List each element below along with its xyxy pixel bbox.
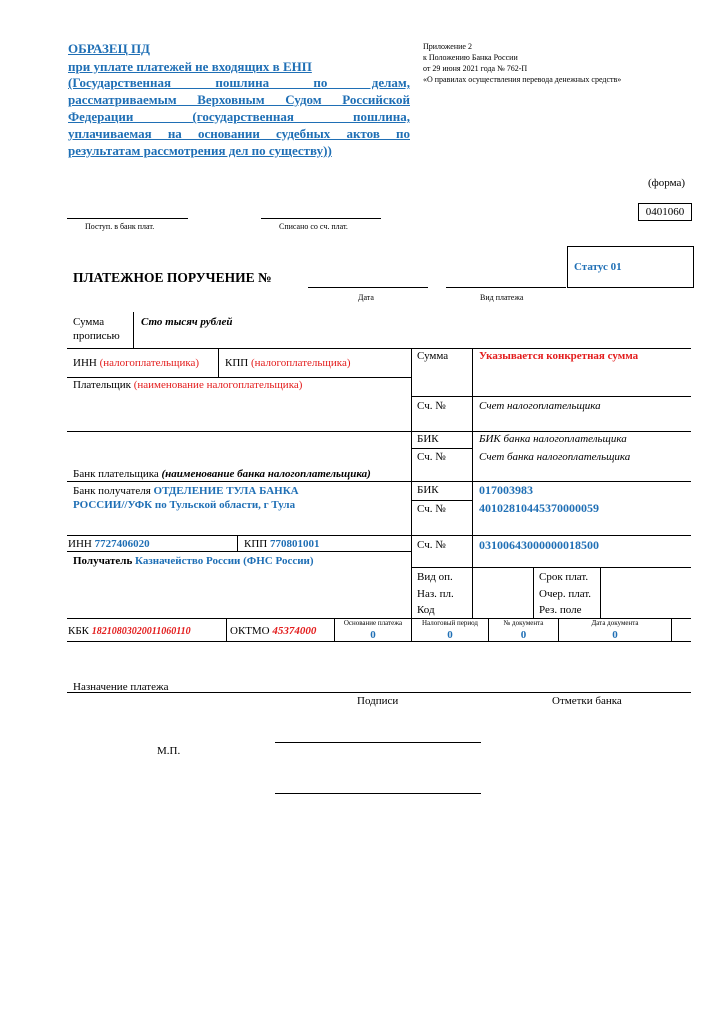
recipient-bank-name-1 [73,485,299,497]
recipient-kpp [244,538,319,550]
payer-bank-account-value: Счет банка налогоплательщика [479,451,631,463]
form-label: (форма) [648,177,686,189]
amount-row-line [411,396,691,397]
kbk-divider [226,618,227,641]
recipient-bank-name-line-2: РОССИИ//УФК по Тульской области, г Тула [73,499,296,511]
period-label: Налоговый период [422,619,478,627]
recipient-name [73,555,314,567]
payer-name [73,379,302,391]
appendix-line-3: от 29 июня 2021 года № 762-П [423,64,528,73]
basis-label: Основание платежа [343,619,403,627]
recipient-kpp-label: КПП [244,538,268,550]
recipient-bank-name-line-1: ОТДЕЛЕНИЕ ТУЛА БАНКА [153,485,299,497]
payer-bank [73,468,371,480]
payer-bank-bik-label: БИК [417,433,439,445]
appendix-line-2: к Положению Банка России [423,53,518,62]
payer-inn-value: (налогоплательщика) [99,357,200,369]
signature-line-2 [275,793,481,794]
docdate-value: 0 [612,629,618,641]
payer-kpp [225,357,351,369]
oktmo-label: ОКТМО [230,625,270,637]
recipient-inn [68,538,150,550]
payer-inn-kpp-divider [218,348,219,377]
recipient-bank-bik-label: БИК [417,484,439,496]
appendix-line-1: Приложение 2 [423,42,472,51]
recipient-inn-label: ИНН [68,538,92,550]
status-value: Статус 01 [574,261,622,273]
sample-line-3: рассматриваемым Верховным Судом Российской [68,92,410,107]
recipient-account-row-line [411,567,691,568]
docnum-value: 0 [520,629,527,641]
purpose-label: Назначение платежа [73,681,169,693]
payer-name-label: Плательщик [73,379,131,391]
recipient-bank-row-line [67,535,691,536]
payer-name-value: (наименование налогоплательщика) [133,379,303,391]
code-ocher-plat: Очер. плат. [539,588,592,600]
oktmo-value: 45374000 [272,625,317,637]
appendix-line-4: «О правилах осуществления перевода денежных средств» [423,75,622,84]
payer-inn [73,357,199,369]
received-label: Поступ. в банк плат. [85,222,155,231]
sample-line-1: при уплате платежей не входящих в ЕНП [68,59,312,74]
purpose-line [67,692,691,693]
kbk [68,625,191,637]
oktmo-divider [334,618,335,641]
docdate-label: Дата документа [591,619,639,627]
payer-bank-bik-value: БИК банка налогоплательщика [479,433,627,445]
oktmo [230,625,316,637]
recipient-bank-label: Банк получателя [73,485,151,497]
code-vid-op: Вид оп. [417,571,453,583]
sample-line-2: (Государственная пошлина по делам, [68,75,410,90]
payment-type-line [446,287,566,288]
recipient-value: Казначейство России (ФНС России) [135,555,314,567]
period-divider [488,618,489,641]
amount-words-label-2: прописью [73,330,120,342]
docnum-label: № документа [503,619,544,627]
recipient-label: Получатель [73,555,133,567]
payer-bank-value: (наименование банка налогоплательщика) [161,468,371,480]
codes-divider-2 [600,567,601,618]
recipient-account-value: 03100643000000018500 [479,538,599,552]
signatures-label: Подписи [357,695,399,707]
grid-line-top [67,348,691,349]
docdate-divider [671,618,672,641]
payer-inn-label: ИНН [73,357,97,369]
recipient-bank-account-value: 40102810445370000059 [479,501,599,515]
debited-label: Списано со сч. плат. [279,222,348,231]
sample-line-4: Федерации (государственная пошлина, [68,109,410,124]
amount-words-divider [133,312,134,348]
recipient-account-label: Сч. № [417,539,446,551]
bank-marks-label: Отметки банка [552,695,622,707]
sample-title: ОБРАЗЕЦ ПД [68,41,150,56]
payer-account-label: Сч. № [417,400,446,412]
date-line [308,287,428,288]
payer-bank-bik-line [411,448,473,449]
kbk-label: КБК [68,625,89,637]
payer-kpp-value: (налогоплательщика) [250,357,351,369]
code-naz-pl: Наз. пл. [417,588,454,600]
code-kod: Код [417,604,435,616]
amount-words-value: Сто тысяч рублей [141,316,233,328]
code-srok-plat: Срок плат. [539,571,589,583]
basis-value: 0 [370,629,376,641]
sample-line-5: уплачиваемая на основании судебных актов по [68,126,410,141]
recipient-bank-bik-value: 017003983 [479,483,533,497]
code-rez-pole: Рез. поле [539,604,582,616]
payer-account-value: Счет налогоплательщика [479,400,601,412]
grid-divider-right [472,348,473,618]
payer-bank-account-label: Сч. № [417,451,446,463]
payer-amount-label: Сумма [417,350,449,362]
signature-line-1 [275,742,481,743]
recipient-bank-account-label: Сч. № [417,503,446,515]
payer-kpp-label: КПП [225,357,249,369]
codes-divider-1 [533,567,534,618]
payer-bank-label: Банк плательщика [73,468,159,480]
amount-words-label-1: Сумма [73,316,105,328]
recipient-inn-value: 7727406020 [94,538,150,550]
payment-type-label: Вид платежа [480,293,524,302]
form-code: 0401060 [638,203,692,221]
payer-inn-row-line [67,377,412,378]
recipient-inn-kpp-divider [237,535,238,551]
kbk-value: 18210803020011060110 [91,626,191,637]
basis-divider [411,618,412,641]
payer-bank-row-line [67,481,691,482]
payer-row-line [67,431,691,432]
grid-divider-left [411,348,412,618]
recipient-bank-bik-line [411,500,473,501]
recipient-inn-row-line [67,551,412,552]
payer-amount-value: Указывается конкретная сумма [479,350,639,362]
bottom-row-line [67,641,691,642]
sample-line-6: результатам рассмотрения дел по существу)) [68,143,332,158]
stamp-label: М.П. [157,745,181,757]
recipient-kpp-value: 770801001 [269,538,320,550]
period-value: 0 [447,629,453,641]
order-title: ПЛАТЕЖНОЕ ПОРУЧЕНИЕ № [73,270,272,285]
debited-line [261,218,381,219]
date-label: Дата [358,293,374,302]
docnum-divider [558,618,559,641]
received-line [67,218,188,219]
